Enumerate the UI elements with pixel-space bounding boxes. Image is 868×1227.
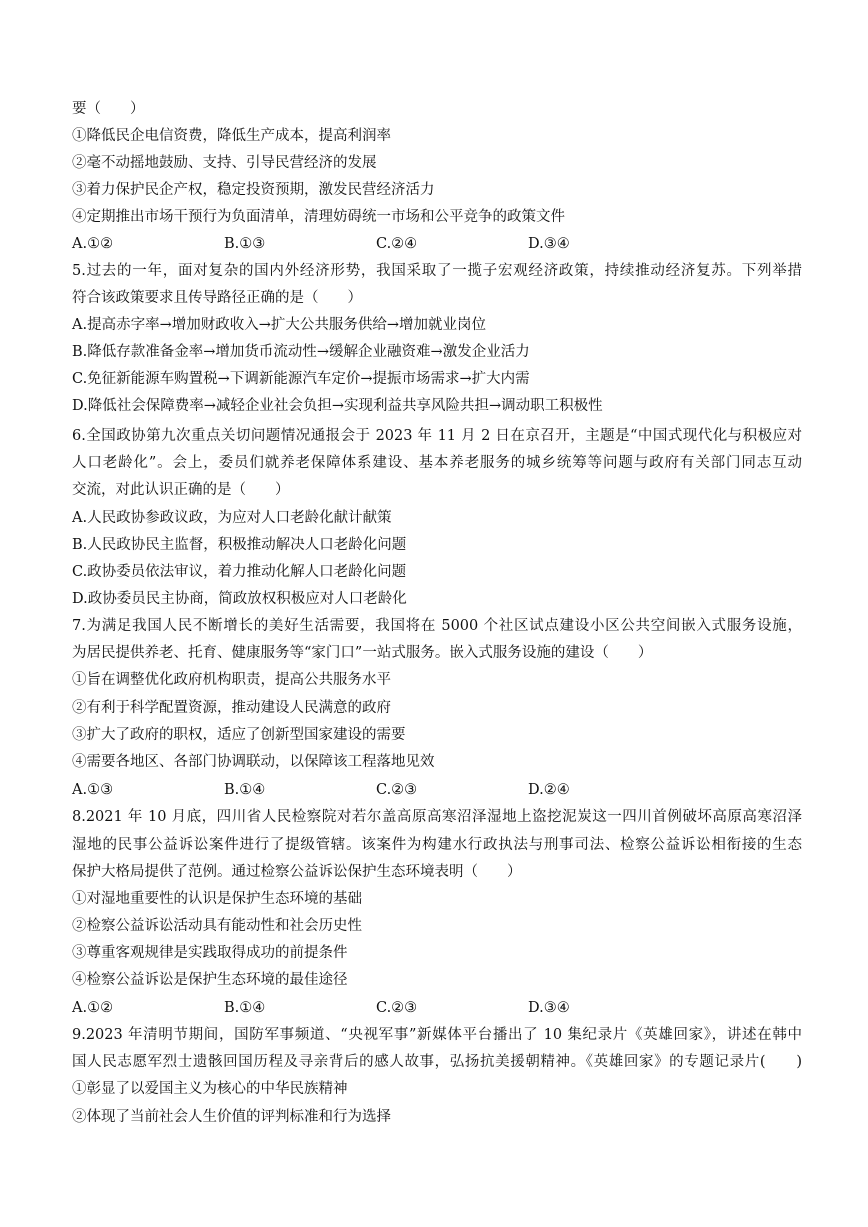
q4-item-4: ④定期推出市场干预行为负面清单，清理妨碍统一市场和公平竞争的政策文件 [72,209,565,225]
q8-stem-line-2: 湿地的民事公益诉讼案件进行了提级管辖。该案件为构建水行政执法与刑事司法、检察公益诉讼相衔接的生态 [72,837,802,853]
q7-item-4: ④需要各地区、各部门协调联动，以保障该工程落地见效 [72,754,435,770]
q7-item-1: ①旨在调整优化政府机构职责，提高公共服务水平 [72,672,391,688]
q5-option-a: A.提高赤字率→增加财政收入→扩大公共服务供给→增加就业岗位 [72,317,487,333]
q6-option-b: B.人民政协民主监督，积极推动解决人口老龄化问题 [72,537,407,553]
q8-option-d: D.③④ [528,1000,570,1016]
q8-item-1: ①对湿地重要性的认识是保护生态环境的基础 [72,891,362,907]
q4-item-1: ①降低民企电信资费，降低生产成本，提高利润率 [72,128,391,144]
q9-item-1: ①彰显了以爱国主义为核心的中华民族精神 [72,1081,348,1097]
q4-option-a: A.①② [72,236,114,252]
q7-stem-line-1: 7.为满足我国人民不断增长的美好生活需要，我国将在 5000 个社区试点建设小区公共空间嵌入式服务设施， [72,618,802,634]
q5-option-d: D.降低社会保障费率→减轻企业社会负担→实现利益共享风险共担→调动职工积极性 [72,398,603,414]
q8-option-b: B.①④ [224,1000,266,1016]
q7-item-2: ②有利于科学配置资源，推动建设人民满意的政府 [72,700,391,716]
q4-option-c: C.②④ [376,236,418,252]
q4-item-3: ③着力保护民企产权，稳定投资预期，激发民营经济活力 [72,182,435,198]
q8-stem-line-1: 8.2021 年 10 月底，四川省人民检察院对若尔盖高原高寒沼泽湿地上盗挖泥炭这一四川首例破坏高原高寒沼泽 [72,809,802,825]
q6-option-d: D.政协委员民主协商，简政放权积极应对人口老龄化 [72,591,407,607]
q9-stem-line-2: 国人民志愿军烈士遗骸回国历程及寻亲背后的感人故事，弘扬抗美援朝精神。《英雄回家》的专题记录片( ) [72,1054,802,1070]
q6-stem-line-2: 人口老龄化”。会上，委员们就养老保障体系建设、基本养老服务的城乡统筹等问题与政府有关部门同志互动 [72,455,802,471]
q5-stem-line-2: 符合该政策要求且传导路径正确的是（ ） [72,290,362,306]
q7-option-a: A.①③ [72,782,114,798]
q8-item-4: ④检察公益诉讼是保护生态环境的最佳途径 [72,972,348,988]
q5-option-b: B.降低存款准备金率→增加货币流动性→缓解企业融资难→激发企业活力 [72,344,530,360]
q4-option-b: B.①③ [224,236,266,252]
q5-option-c: C.免征新能源车购置税→下调新能源汽车定价→提振市场需求→扩大内需 [72,371,530,387]
q5-stem-line-1: 5.过去的一年，面对复杂的国内外经济形势，我国采取了一揽子宏观经济政策，持续推动经济复苏。下列举措 [72,263,802,279]
q4-option-d: D.③④ [528,236,570,252]
q8-item-3: ③尊重客观规律是实践取得成功的前提条件 [72,945,348,961]
q6-option-a: A.人民政协参政议政，为应对人口老龄化献计献策 [72,510,392,526]
q8-stem-line-3: 保护大格局提供了范例。通过检察公益诉讼保护生态环境表明（ ） [72,864,522,880]
q7-option-b: B.①④ [224,782,266,798]
q9-item-2: ②体现了当前社会人生价值的评判标准和行为选择 [72,1109,391,1125]
q8-item-2: ②检察公益诉讼活动具有能动性和社会历史性 [72,918,362,934]
q6-option-c: C.政协委员依法审议，着力推动化解人口老龄化问题 [72,564,407,580]
q7-stem-line-2: 为居民提供养老、托育、健康服务等“家门口”一站式服务。嵌入式服务设施的建设（ ） [72,645,653,661]
q7-option-c: C.②③ [376,782,418,798]
q6-stem-line-3: 交流，对此认识正确的是（ ） [72,482,290,498]
q9-stem-line-1: 9.2023 年清明节期间，国防军事频道、“央视军事”新媒体平台播出了 10 集纪录片《英雄回家》，讲述在韩中 [72,1027,802,1043]
q7-item-3: ③扩大了政府的职权，适应了创新型国家建设的需要 [72,727,406,743]
q6-stem-line-1: 6.全国政协第九次重点关切问题情况通报会于 2023 年 11 月 2 日在京召开，主题是“中国式现代化与积极应对 [72,428,802,444]
q7-option-d: D.②④ [528,782,570,798]
q8-option-a: A.①② [72,1000,114,1016]
q8-option-c: C.②③ [376,1000,418,1016]
q4-item-2: ②毫不动摇地鼓励、支持、引导民营经济的发展 [72,155,377,171]
q4-stem-end: 要（ ） [72,101,145,117]
